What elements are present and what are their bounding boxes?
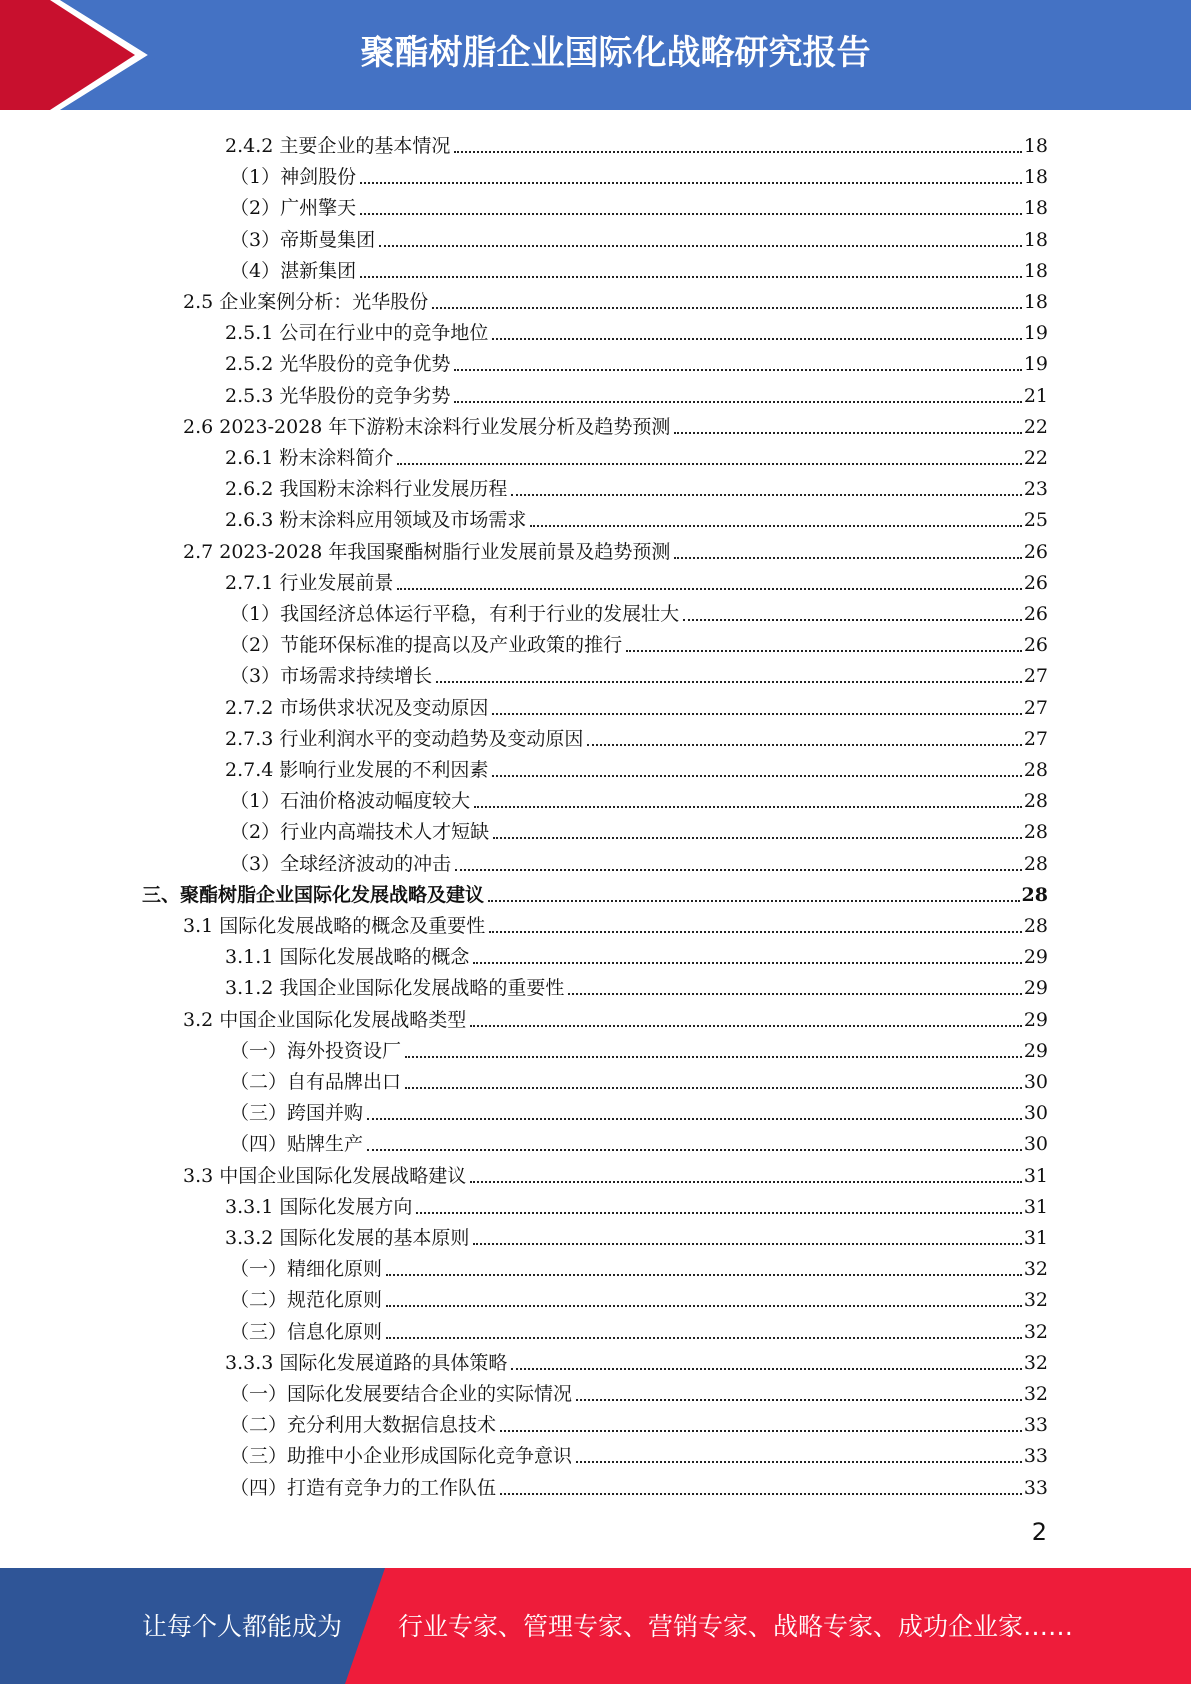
- toc-entry[interactable]: [183, 533, 1048, 564]
- footer-slogan-left: 让每个人都能成为: [142, 1612, 343, 1641]
- toc-entry-page: 18: [1023, 197, 1048, 220]
- toc-leader-dots: [530, 525, 1021, 527]
- toc-entry-page: 18: [1023, 166, 1048, 189]
- toc-entry[interactable]: [225, 345, 1048, 376]
- toc-entry-page: 30: [1023, 1071, 1048, 1093]
- toc-leader-dots: [474, 806, 1022, 808]
- toc-entry-page: 33: [1023, 1445, 1048, 1468]
- toc-leader-dots: [626, 650, 1022, 652]
- toc-entry-title: 2.5 企业案例分析：光华股份: [183, 291, 429, 313]
- toc-entry-page: 32: [1023, 1320, 1048, 1343]
- toc-entry-page: 32: [1023, 1383, 1048, 1405]
- toc-entry-title: （三）信息化原则: [230, 1320, 383, 1343]
- toc-entry-page: 32: [1023, 1289, 1048, 1312]
- toc-entry[interactable]: [230, 158, 1048, 189]
- toc-leader-dots: [379, 245, 1022, 247]
- toc-entry-title: 三、聚酯树脂企业国际化发展战略及建议: [142, 883, 485, 906]
- toc-entry-title: 2.7 2023-2028 年我国聚酯树脂行业发展前景及趋势预测: [183, 540, 671, 563]
- toc-entry[interactable]: [230, 1406, 1048, 1437]
- toc-entry-title: 2.6.3 粉末涂料应用领域及市场需求: [225, 509, 527, 532]
- toc-leader-dots: [493, 837, 1022, 839]
- toc-entry-page: 28: [1023, 852, 1048, 875]
- toc-entry-page: 29: [1023, 946, 1048, 969]
- toc-entry-title: 3.1.1 国际化发展战略的概念: [225, 946, 470, 969]
- toc-entry-page: 27: [1023, 727, 1048, 750]
- toc-leader-dots: [470, 1181, 1022, 1183]
- toc-entry-title: （一）国际化发展要结合企业的实际情况: [230, 1383, 573, 1405]
- toc-leader-dots: [360, 276, 1022, 278]
- toc-leader-dots: [455, 869, 1022, 871]
- page-number: 2: [1031, 1518, 1047, 1546]
- toc-entry-page: 19: [1023, 353, 1048, 376]
- toc-entry[interactable]: [142, 876, 1048, 907]
- toc-entry-title: 2.5.3 光华股份的竞争劣势: [225, 384, 451, 407]
- toc-entry-title: （2）广州擎天: [230, 197, 357, 220]
- toc-leader-dots: [683, 619, 1022, 621]
- toc-entry-title: （1）我国经济总体运行平稳，有利于行业的发展壮大: [230, 603, 680, 625]
- toc-leader-dots: [454, 151, 1021, 153]
- toc-entry-page: 18: [1023, 135, 1048, 157]
- toc-leader-dots: [360, 213, 1022, 215]
- toc-entry-title: （四）贴牌生产: [230, 1133, 364, 1156]
- toc-entry[interactable]: [225, 127, 1048, 158]
- toc-entry-title: （1）神剑股份: [230, 166, 357, 189]
- toc-entry-page: 22: [1023, 447, 1048, 469]
- toc-entry-title: 2.5.2 光华股份的竞争优势: [225, 353, 451, 376]
- page-header: [0, 0, 1191, 110]
- toc-entry-title: 2.6 2023-2028 年下游粉末涂料行业发展分析及趋势预测: [183, 415, 671, 438]
- toc-leader-dots: [500, 1430, 1022, 1432]
- toc-entry-page: 26: [1023, 540, 1048, 563]
- toc-entry-page: 22: [1023, 415, 1048, 438]
- toc-entry[interactable]: [183, 408, 1048, 439]
- toc-entry[interactable]: [225, 470, 1048, 501]
- toc-entry-title: （3）市场需求持续增长: [230, 665, 433, 688]
- toc-entry-page: 32: [1023, 1258, 1048, 1281]
- toc-entry-page: 26: [1023, 603, 1048, 625]
- toc-leader-dots: [454, 401, 1021, 403]
- toc-entry-title: 3.1.2 我国企业国际化发展战略的重要性: [225, 977, 565, 1000]
- toc-leader-dots: [386, 1274, 1022, 1276]
- toc-entry[interactable]: [183, 1157, 1048, 1188]
- toc-entry-page: 27: [1023, 696, 1048, 719]
- toc-entry-page: 29: [1023, 1039, 1048, 1062]
- toc-entry[interactable]: [183, 283, 1048, 314]
- toc-leader-dots: [568, 993, 1021, 995]
- toc-entry-title: （3）帝斯曼集团: [230, 228, 376, 251]
- toc-entry[interactable]: [225, 938, 1048, 969]
- toc-entry-title: 3.2 中国企业国际化发展战略类型: [183, 1008, 467, 1031]
- toc-leader-dots: [397, 588, 1021, 590]
- toc-entry[interactable]: [225, 377, 1048, 408]
- toc-leader-dots: [492, 775, 1021, 777]
- toc-entry[interactable]: [230, 1281, 1048, 1312]
- toc-entry-page: 31: [1023, 1195, 1048, 1218]
- toc-entry-title: 2.6.2 我国粉末涂料行业发展历程: [225, 478, 508, 501]
- toc-entry-page: 33: [1023, 1414, 1048, 1437]
- toc-leader-dots: [386, 1337, 1022, 1339]
- toc-entry-page: 29: [1023, 977, 1048, 1000]
- toc-entry-page: 32: [1023, 1351, 1048, 1374]
- toc-leader-dots: [576, 1399, 1022, 1401]
- toc-leader-dots: [492, 338, 1021, 340]
- toc-entry-page: 19: [1023, 322, 1048, 345]
- toc-leader-dots: [432, 307, 1022, 309]
- toc-entry-page: 26: [1023, 571, 1048, 594]
- toc-entry[interactable]: [225, 1188, 1048, 1219]
- toc-entry[interactable]: [225, 969, 1048, 1000]
- toc-entry-page: 26: [1023, 634, 1048, 657]
- toc-entry-page: 29: [1023, 1008, 1048, 1031]
- toc-leader-dots: [473, 962, 1021, 964]
- toc-leader-dots: [488, 900, 1020, 902]
- toc-entry-title: （四）打造有竞争力的工作队伍: [230, 1476, 497, 1499]
- toc-entry-title: 3.3 中国企业国际化发展战略建议: [183, 1164, 467, 1187]
- toc-leader-dots: [386, 1305, 1022, 1307]
- toc-leader-dots: [489, 931, 1022, 933]
- toc-entry[interactable]: [230, 1469, 1048, 1500]
- toc-entry-page: 18: [1023, 259, 1048, 282]
- toc-entry-page: 33: [1023, 1476, 1048, 1499]
- toc-entry-page: 23: [1023, 478, 1048, 501]
- toc-entry[interactable]: [230, 1250, 1048, 1281]
- toc-entry[interactable]: [230, 626, 1048, 657]
- toc-entry-title: 3.3.3 国际化发展道路的具体策略: [225, 1351, 508, 1374]
- toc-entry-page: 27: [1023, 665, 1048, 688]
- toc-leader-dots: [674, 557, 1021, 559]
- toc-entry[interactable]: [230, 1437, 1048, 1468]
- toc-leader-dots: [397, 463, 1021, 465]
- toc-entry-title: （4）湛新集团: [230, 259, 357, 282]
- toc-entry[interactable]: [230, 1032, 1048, 1063]
- toc-leader-dots: [473, 1243, 1021, 1245]
- toc-entry[interactable]: [230, 252, 1048, 283]
- toc-entry[interactable]: [230, 813, 1048, 844]
- toc-entry-page: 28: [1023, 759, 1048, 781]
- toc-entry-title: （三）跨国并购: [230, 1102, 364, 1125]
- toc-entry-title: 2.4.2 主要企业的基本情况: [225, 135, 451, 157]
- toc-entry-page: 30: [1023, 1102, 1048, 1125]
- toc-entry-page: 18: [1023, 228, 1048, 251]
- toc-leader-dots: [416, 1212, 1021, 1214]
- toc-entry-title: 2.6.1 粉末涂料简介: [225, 447, 394, 469]
- toc-leader-dots: [587, 744, 1021, 746]
- toc-leader-dots: [367, 1149, 1022, 1151]
- toc-entry[interactable]: [225, 720, 1048, 751]
- toc-entry-title: （2）行业内高端技术人才短缺: [230, 821, 490, 844]
- toc-entry[interactable]: [230, 845, 1048, 876]
- toc-leader-dots: [511, 494, 1021, 496]
- toc-entry[interactable]: [183, 907, 1048, 938]
- toc-leader-dots: [454, 369, 1021, 371]
- toc-entry-page: 25: [1023, 509, 1048, 532]
- toc-entry-title: （二）自有品牌出口: [230, 1071, 402, 1093]
- toc-entry-page: 28: [1023, 915, 1048, 937]
- toc-entry-title: 2.7.3 行业利润水平的变动趋势及变动原因: [225, 727, 584, 750]
- toc-leader-dots: [367, 1118, 1022, 1120]
- toc-entry-title: 3.3.1 国际化发展方向: [225, 1195, 413, 1218]
- toc-entry-title: （3）全球经济波动的冲击: [230, 852, 452, 875]
- toc-entry[interactable]: [230, 595, 1048, 626]
- toc-entry-page: 18: [1023, 291, 1048, 313]
- toc-entry-title: （三）助推中小企业形成国际化竞争意识: [230, 1445, 573, 1468]
- toc-entry[interactable]: [225, 1344, 1048, 1375]
- toc-entry-page: 31: [1023, 1227, 1048, 1249]
- toc-leader-dots: [576, 1461, 1022, 1463]
- toc-entry-title: 2.7.1 行业发展前景: [225, 571, 394, 594]
- toc-leader-dots: [405, 1056, 1022, 1058]
- toc-leader-dots: [436, 681, 1022, 683]
- toc-entry-page: 30: [1023, 1133, 1048, 1156]
- toc-entry[interactable]: [230, 782, 1048, 813]
- toc-entry[interactable]: [225, 689, 1048, 720]
- toc-entry[interactable]: [225, 314, 1048, 345]
- toc-leader-dots: [492, 713, 1021, 715]
- toc-leader-dots: [360, 182, 1022, 184]
- toc-entry[interactable]: [225, 501, 1048, 532]
- toc-entry[interactable]: [230, 1375, 1048, 1406]
- footer-slogan-right: 行业专家、管理专家、营销专家、战略专家、成功企业家……: [398, 1612, 1074, 1641]
- toc-entry[interactable]: [225, 1219, 1048, 1250]
- report-title: 聚酯树脂企业国际化战略研究报告: [360, 33, 871, 73]
- toc-entry-title: （二）充分利用大数据信息技术: [230, 1414, 497, 1437]
- toc-entry[interactable]: [230, 1125, 1048, 1156]
- toc-entry-title: （2）节能环保标准的提高以及产业政策的推行: [230, 634, 623, 657]
- toc-entry[interactable]: [225, 564, 1048, 595]
- toc-entry-title: （一）海外投资设厂: [230, 1039, 402, 1062]
- toc-entry-page: 31: [1023, 1164, 1048, 1187]
- toc-leader-dots: [500, 1493, 1022, 1495]
- toc-leader-dots: [405, 1087, 1022, 1089]
- toc-entry-title: 3.1 国际化发展战略的概念及重要性: [183, 915, 486, 937]
- toc-entry-title: （二）规范化原则: [230, 1289, 383, 1312]
- toc-entry[interactable]: [230, 657, 1048, 688]
- toc-entry-title: （1）石油价格波动幅度较大: [230, 790, 471, 813]
- toc-entry-page: 28: [1023, 821, 1048, 844]
- toc-entry-title: 2.7.4 影响行业发展的不利因素: [225, 759, 489, 781]
- toc-entry-page: 28: [1023, 790, 1048, 813]
- toc-entry-page: 21: [1023, 384, 1048, 407]
- toc-entry-page: 28: [1021, 883, 1048, 906]
- toc-entry-title: 3.3.2 国际化发展的基本原则: [225, 1227, 470, 1249]
- toc-entry[interactable]: [183, 1001, 1048, 1032]
- toc-entry[interactable]: [230, 1313, 1048, 1344]
- toc-entry[interactable]: [230, 1063, 1048, 1094]
- toc-entry[interactable]: [230, 221, 1048, 252]
- toc-leader-dots: [511, 1368, 1021, 1370]
- toc-entry-title: （一）精细化原则: [230, 1258, 383, 1281]
- toc-leader-dots: [674, 432, 1021, 434]
- toc-entry[interactable]: [230, 189, 1048, 220]
- toc-entry[interactable]: [225, 751, 1048, 782]
- toc-entry[interactable]: [225, 439, 1048, 470]
- toc-leader-dots: [470, 1025, 1022, 1027]
- page-footer: [0, 1568, 1191, 1684]
- toc-entry-title: 2.7.2 市场供求状况及变动原因: [225, 696, 489, 719]
- toc-entry-title: 2.5.1 公司在行业中的竞争地位: [225, 322, 489, 345]
- toc-entry[interactable]: [230, 1094, 1048, 1125]
